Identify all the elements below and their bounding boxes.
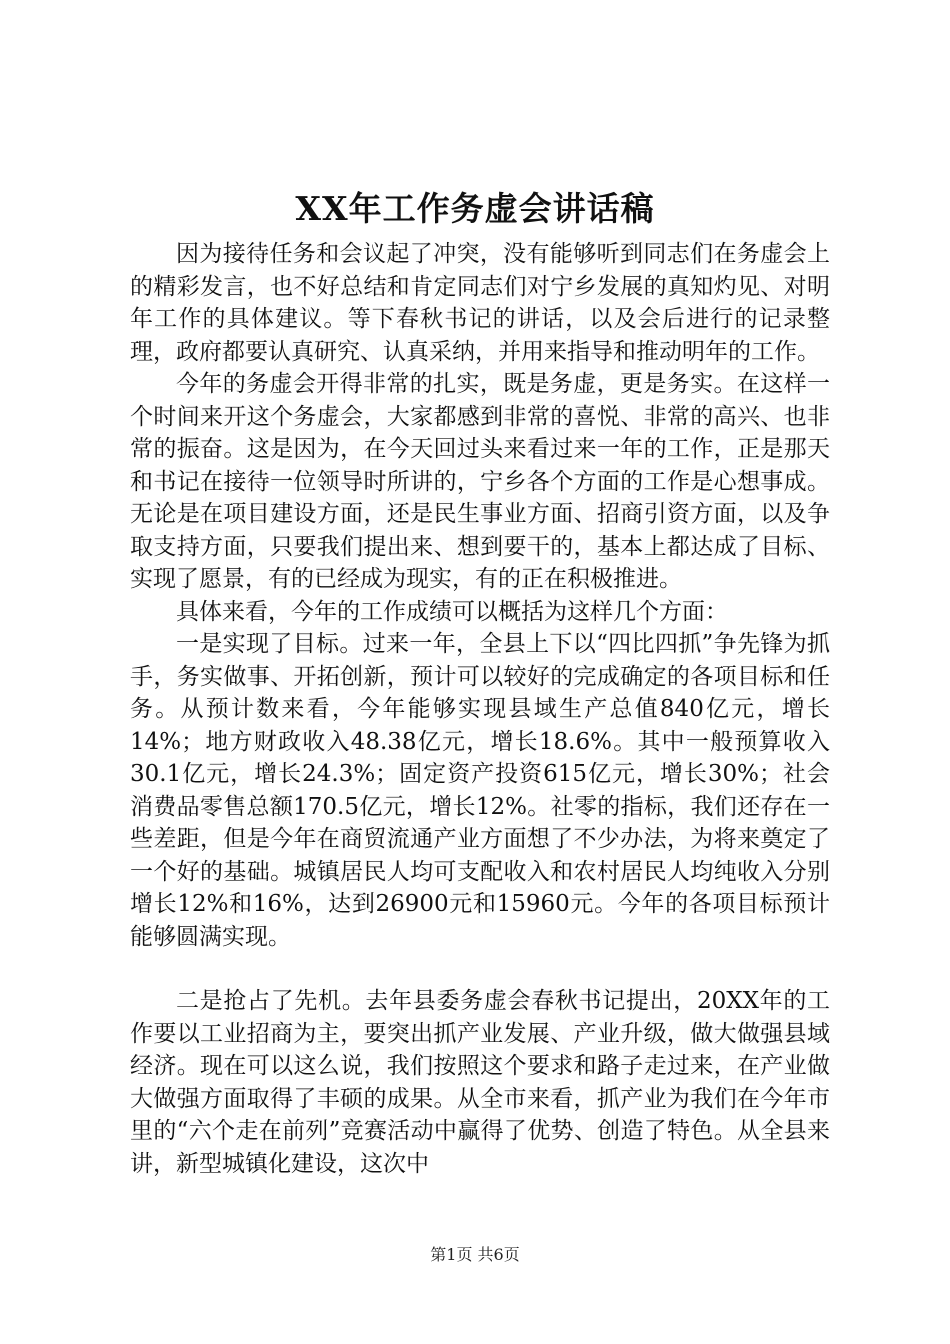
paragraph-5: 二是抢占了先机。去年县委务虚会春秋书记提出，20XX年的工作要以工业招商为主，要突出抓产业发展、产业升级，做大做强县域经济。现在可以这么说，我们按照这个要求和路子走过来，在产业做大做强方面取得了丰硕的成果。从全市来看，抓产业为我们在今年市里的“六个走在前列”竞赛活动中赢得了优势、创造了特色。从全县来讲，新型城镇化建设，这次中 (130, 988, 830, 1177)
paragraph-2: 今年的务虚会开得非常的扎实，既是务虚，更是务实。在这样一个时间来开这个务虚会，大家都感到非常的喜悦、非常的高兴、也非常的振奋。这是因为，在今天回过头来看过来一年的工作，正是那天和书记在接待一位领导时所讲的，宁乡各个方面的工作是心想事成。无论是在项目建设方面，还是民生事业方面、招商引资方面，以及争取支持方面，只要我们提出来、想到要干的，基本上都达成了目标、实现了愿景，有的已经成为现实，有的正在积极推进。 (130, 371, 830, 592)
paragraph-1: 因为接待任务和会议起了冲突，没有能够听到同志们在务虚会上的精彩发言，也不好总结和肯定同志们对宁乡发展的真知灼见、对明年工作的具体建议。等下春秋书记的讲话，以及会后进行的记录整理，政府都要认真研究、认真采纳，并用来指导和推动明年的工作。 (130, 241, 830, 365)
document-body (130, 238, 830, 1180)
paragraph-4: 一是实现了目标。过来一年，全县上下以“四比四抓”争先锋为抓手，务实做事、开拓创新，预计可以较好的完成确定的各项目标和任务。从预计数来看，今年能够实现县域生产总值840亿元，增长14%；地方财政收入48.38亿元，增长18.6%。其中一般预算收入30.1亿元，增长24.3%；固定资产投资615亿元，增长30%；社会消费品零售总额170.5亿元，增长12%。社零的指标，我们还存在一些差距，但是今年在商贸流通产业方面想了不少办法，为将来奠定了一个好的基础。城镇居民人均可支配收入和农村居民人均纯收入分别增长12%和16%，达到26900元和15960元。今年的各项目标预计能够圆满实现。 (130, 631, 830, 950)
document-title: XX年工作务虚会讲话稿 (295, 189, 655, 228)
paragraph-3: 具体来看，今年的工作成绩可以概括为这样几个方面： (176, 598, 728, 625)
page-number-footer: 第1页 共6页 (430, 1245, 520, 1264)
